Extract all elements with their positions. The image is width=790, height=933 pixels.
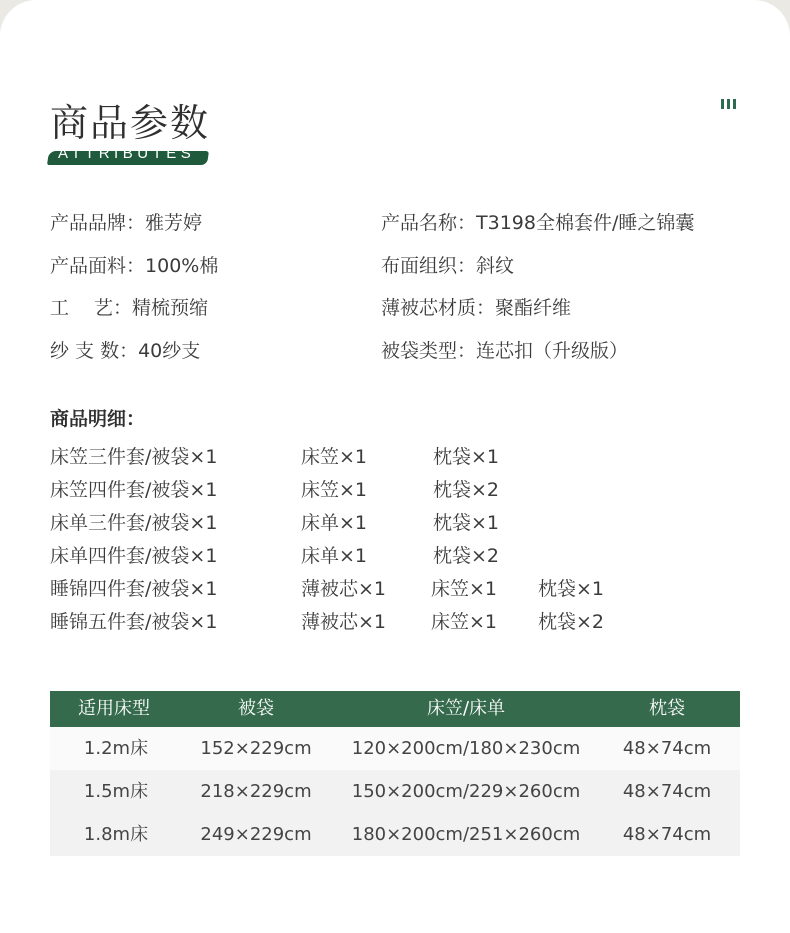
spec-label: 布面组织： xyxy=(381,255,477,277)
spec-label: 纱 支 数： xyxy=(50,340,139,362)
table-cell: 249×229cm xyxy=(200,824,312,845)
table-cell: 180×200cm/251×260cm xyxy=(351,824,581,845)
spec-filling xyxy=(381,293,571,320)
detail-set-name: 床笠三件套/被袋×1 xyxy=(50,446,218,468)
detail-set-name: 睡锦四件套/被袋×1 xyxy=(50,578,218,600)
size-table-header xyxy=(50,691,740,727)
table-cell: 48×74cm xyxy=(622,781,712,802)
header-cell-duvet-cover: 被袋 xyxy=(238,698,274,719)
spec-craft xyxy=(50,293,208,320)
detail-item: 床单×1 xyxy=(301,512,368,534)
table-cell: 218×229cm xyxy=(200,781,312,802)
spec-product-name xyxy=(381,208,694,235)
detail-set-name: 睡锦五件套/被袋×1 xyxy=(50,611,218,633)
page-subtitle: ATTRIBUTES xyxy=(58,145,196,162)
spec-label: 被袋类型： xyxy=(381,340,477,362)
bars-icon xyxy=(721,99,736,109)
detail-set-name: 床单四件套/被袋×1 xyxy=(50,545,218,567)
spec-label: 工 艺： xyxy=(50,297,133,319)
spec-weave xyxy=(381,251,514,278)
detail-item: 床笠×1 xyxy=(301,446,368,468)
detail-item: 枕袋×2 xyxy=(433,545,500,567)
spec-value: 连芯扣（升级版） xyxy=(476,340,629,362)
header-cell-pillowcase: 枕袋 xyxy=(649,698,685,719)
detail-item: 枕袋×1 xyxy=(538,578,605,600)
spec-label: 薄被芯材质： xyxy=(381,297,496,319)
table-row xyxy=(50,727,740,770)
detail-item: 枕袋×1 xyxy=(433,512,500,534)
spec-label: 产品名称： xyxy=(381,212,477,234)
spec-value: 雅芳婷 xyxy=(145,212,203,234)
spec-value: 聚酯纤维 xyxy=(495,297,572,319)
details-heading: 商品明细： xyxy=(50,408,146,430)
spec-label: 产品面料： xyxy=(50,255,146,277)
table-cell: 48×74cm xyxy=(622,824,712,845)
spec-value: T3198全棉套件/睡之锦囊 xyxy=(476,212,695,234)
spec-label: 产品品牌： xyxy=(50,212,146,234)
detail-item: 床笠×1 xyxy=(301,479,368,501)
table-cell: 150×200cm/229×260cm xyxy=(351,781,581,802)
spec-fabric xyxy=(50,251,218,278)
detail-item: 枕袋×2 xyxy=(538,611,605,633)
header-cell-sheet: 床笠/床单 xyxy=(426,698,506,719)
spec-brand xyxy=(50,208,202,235)
table-cell: 1.5m床 xyxy=(83,781,149,802)
detail-item: 薄被芯×1 xyxy=(301,578,387,600)
table-row xyxy=(50,770,740,813)
detail-set-name: 床笠四件套/被袋×1 xyxy=(50,479,218,501)
spec-value: 精梳预缩 xyxy=(132,297,209,319)
table-cell: 152×229cm xyxy=(200,738,312,759)
size-table xyxy=(50,691,740,856)
table-cell: 48×74cm xyxy=(622,738,712,759)
table-cell: 120×200cm/180×230cm xyxy=(351,738,581,759)
detail-item: 床单×1 xyxy=(301,545,368,567)
table-row xyxy=(50,813,740,856)
detail-item: 薄被芯×1 xyxy=(301,611,387,633)
page-title: 商品参数 xyxy=(50,101,211,145)
detail-item: 床笠×1 xyxy=(431,611,498,633)
detail-item: 枕袋×1 xyxy=(433,446,500,468)
spec-value: 40纱支 xyxy=(138,340,201,362)
spec-yarn-count xyxy=(50,336,200,363)
table-cell: 1.2m床 xyxy=(83,738,149,759)
spec-value: 100%棉 xyxy=(145,255,219,277)
table-cell: 1.8m床 xyxy=(83,824,149,845)
spec-value: 斜纹 xyxy=(476,255,515,277)
detail-set-name: 床单三件套/被袋×1 xyxy=(50,512,218,534)
spec-cover-type xyxy=(381,336,628,363)
detail-item: 床笠×1 xyxy=(431,578,498,600)
detail-item: 枕袋×2 xyxy=(433,479,500,501)
header-cell-bed-type: 适用床型 xyxy=(78,698,150,719)
